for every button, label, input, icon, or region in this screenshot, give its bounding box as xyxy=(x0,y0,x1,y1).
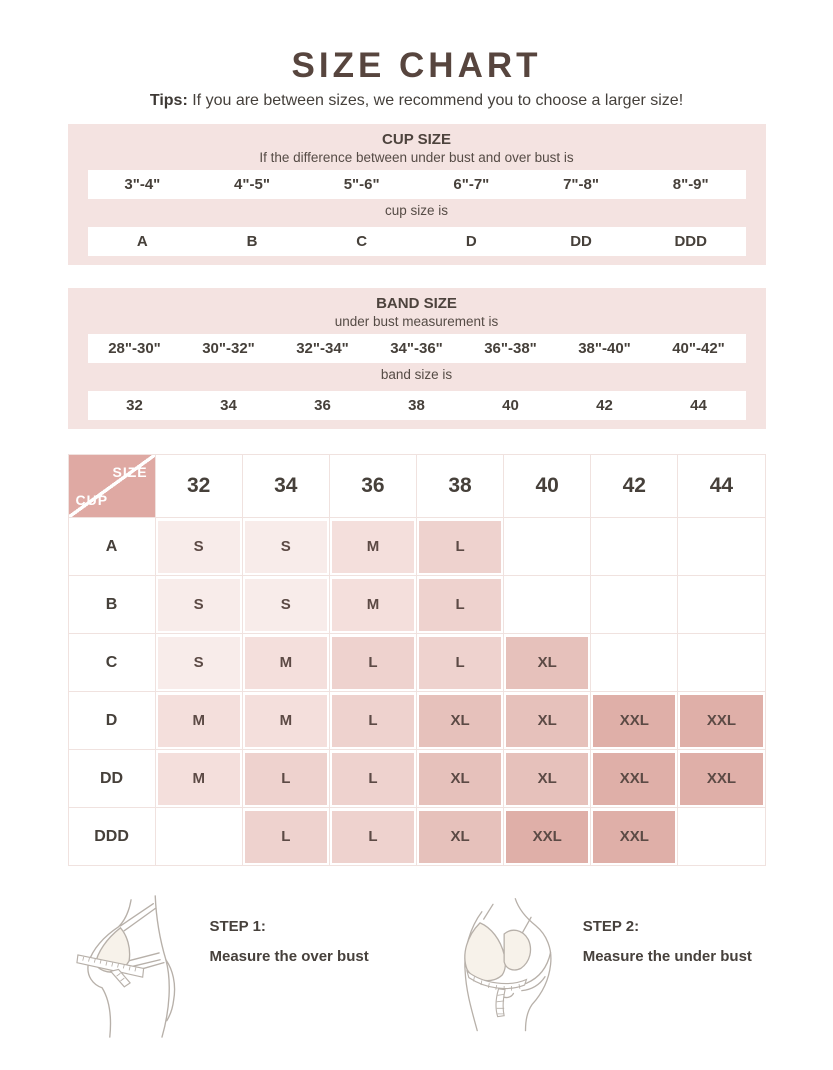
matrix-cell-value xyxy=(680,637,762,689)
band-size-value-row xyxy=(88,391,746,420)
cup-size-value: DDD xyxy=(674,233,707,250)
matrix-cell-value: S xyxy=(245,521,327,573)
matrix-row-header: DD xyxy=(68,750,155,808)
matrix-cell-value: S xyxy=(158,579,240,631)
cup-size-value: A xyxy=(136,233,148,250)
matrix-row xyxy=(68,692,765,750)
matrix-cell-value: M xyxy=(332,579,414,631)
band-size-value: 38 xyxy=(408,397,425,414)
band-size-value: 32 xyxy=(126,397,143,414)
band-size-middle-label: band size is xyxy=(380,367,453,382)
underbust-measure-illustration xyxy=(441,894,571,1039)
matrix-cell-value xyxy=(506,521,588,573)
size-matrix-table xyxy=(68,454,766,866)
matrix-cell xyxy=(242,576,329,634)
matrix-cell xyxy=(591,518,678,576)
matrix-cell xyxy=(678,634,765,692)
cup-diff-range: 4"-5" xyxy=(234,176,270,193)
matrix-cell-value: XL xyxy=(419,753,501,805)
matrix-row xyxy=(68,518,765,576)
matrix-cell-value: M xyxy=(332,521,414,573)
matrix-row-header: D xyxy=(68,692,155,750)
matrix-cell-value: L xyxy=(419,579,501,631)
matrix-cell xyxy=(504,808,591,866)
size-chart-page xyxy=(68,46,766,1039)
matrix-col-header: 32 xyxy=(155,455,242,518)
cup-diff-range: 8"-9" xyxy=(672,176,709,193)
step-2 xyxy=(441,894,752,1039)
matrix-cell xyxy=(678,692,765,750)
band-size-panel-title: BAND SIZE xyxy=(376,295,457,312)
matrix-cell-value: S xyxy=(158,521,240,573)
diagonal-divider xyxy=(69,455,155,517)
band-size-value: 40 xyxy=(502,397,519,414)
matrix-cell-value: XL xyxy=(506,637,588,689)
matrix-cell-value: XL xyxy=(506,695,588,747)
tips-text: If you are between sizes, we recommend you to choose a larger size! xyxy=(192,92,684,109)
matrix-cell-value: L xyxy=(419,637,501,689)
band-range-row xyxy=(88,334,746,363)
matrix-cell-value: L xyxy=(332,695,414,747)
matrix-cell-value xyxy=(680,521,762,573)
matrix-cell xyxy=(591,692,678,750)
band-size-value: 34 xyxy=(220,397,237,414)
matrix-cell-value: XXL xyxy=(680,753,762,805)
matrix-cell xyxy=(504,692,591,750)
matrix-cell-value xyxy=(506,579,588,631)
matrix-cell xyxy=(329,634,416,692)
matrix-col-header: 34 xyxy=(242,455,329,518)
matrix-cell xyxy=(242,750,329,808)
cup-size-panel xyxy=(68,124,766,265)
step-1-desc: Measure the over bust xyxy=(209,948,369,965)
matrix-cell-value: M xyxy=(158,695,240,747)
band-range: 30"-32" xyxy=(202,340,255,357)
matrix-row xyxy=(68,576,765,634)
matrix-cell xyxy=(329,692,416,750)
matrix-cell xyxy=(417,692,504,750)
matrix-cell xyxy=(591,808,678,866)
matrix-corner-cell xyxy=(68,455,155,518)
matrix-cell xyxy=(155,692,242,750)
cup-diff-range: 7"-8" xyxy=(563,176,599,193)
matrix-cell-value xyxy=(593,521,675,573)
cup-diff-range-row xyxy=(88,170,746,199)
cup-size-value: B xyxy=(246,233,258,250)
matrix-cell xyxy=(417,576,504,634)
matrix-cell-value: L xyxy=(245,811,327,863)
overbust-measure-illustration xyxy=(68,894,198,1039)
matrix-cell xyxy=(242,808,329,866)
matrix-cell xyxy=(417,750,504,808)
step-2-label: STEP 2: xyxy=(582,918,640,935)
matrix-row-header: DDD xyxy=(68,808,155,866)
matrix-cell-value: XL xyxy=(506,753,588,805)
matrix-cell-value: XXL xyxy=(593,695,675,747)
matrix-cell xyxy=(242,692,329,750)
matrix-row xyxy=(68,808,765,866)
matrix-cell-value: XXL xyxy=(593,811,675,863)
matrix-cell xyxy=(329,808,416,866)
matrix-cell xyxy=(678,808,765,866)
cup-size-panel-subtitle: If the difference between under bust and over bust is xyxy=(259,150,574,165)
step-2-text xyxy=(583,918,752,1039)
matrix-cell-value: M xyxy=(245,637,327,689)
matrix-cell xyxy=(678,576,765,634)
matrix-cell xyxy=(155,808,242,866)
matrix-cell xyxy=(504,750,591,808)
cup-size-value: C xyxy=(356,233,368,250)
matrix-cell-value: XXL xyxy=(506,811,588,863)
matrix-cell-value: M xyxy=(245,695,327,747)
band-range: 36"-38" xyxy=(484,340,537,357)
band-range: 28"-30" xyxy=(108,340,161,357)
matrix-cell xyxy=(678,750,765,808)
cup-size-panel-title: CUP SIZE xyxy=(382,131,451,148)
cup-diff-range: 3"-4" xyxy=(124,176,161,193)
matrix-cell xyxy=(417,808,504,866)
matrix-cell-value xyxy=(680,579,762,631)
cup-size-value: DD xyxy=(570,233,592,250)
matrix-cell xyxy=(242,634,329,692)
matrix-cell-value: M xyxy=(158,753,240,805)
band-range: 40"-42" xyxy=(672,340,725,357)
cup-size-middle-label: cup size is xyxy=(384,203,449,218)
matrix-cell-value: L xyxy=(419,521,501,573)
matrix-cell xyxy=(155,576,242,634)
corner-size-label: SIZE xyxy=(112,464,148,480)
band-size-panel-subtitle: under bust measurement is xyxy=(334,314,499,329)
matrix-row xyxy=(68,634,765,692)
matrix-col-header: 38 xyxy=(417,455,504,518)
matrix-cell xyxy=(329,576,416,634)
matrix-cell xyxy=(242,518,329,576)
band-size-panel xyxy=(68,288,766,429)
corner-cup-label: CUP xyxy=(75,492,109,508)
matrix-cell xyxy=(591,576,678,634)
page-title: SIZE CHART xyxy=(291,46,542,85)
matrix-cell-value xyxy=(680,811,762,863)
matrix-col-header: 44 xyxy=(678,455,765,518)
matrix-cell xyxy=(678,518,765,576)
matrix-cell-value: L xyxy=(332,637,414,689)
matrix-col-header: 40 xyxy=(504,455,591,518)
matrix-cell xyxy=(504,576,591,634)
matrix-cell xyxy=(417,634,504,692)
matrix-cell xyxy=(504,518,591,576)
matrix-row-header: B xyxy=(68,576,155,634)
cup-diff-range: 6"-7" xyxy=(453,176,490,193)
matrix-col-header: 36 xyxy=(329,455,416,518)
matrix-cell xyxy=(591,750,678,808)
matrix-cell-value xyxy=(158,811,240,863)
band-range: 34"-36" xyxy=(390,340,443,357)
matrix-row-header: C xyxy=(68,634,155,692)
cup-size-value: D xyxy=(465,233,477,250)
cup-diff-range: 5"-6" xyxy=(343,176,380,193)
step-2-desc: Measure the under bust xyxy=(582,948,752,965)
matrix-cell-value: S xyxy=(245,579,327,631)
matrix-cell xyxy=(329,518,416,576)
matrix-cell-value: S xyxy=(158,637,240,689)
matrix-cell-value xyxy=(593,637,675,689)
cup-size-value-row xyxy=(88,227,746,256)
matrix-cell xyxy=(417,518,504,576)
tips-line xyxy=(68,92,766,110)
step-1-text xyxy=(210,918,369,1039)
step-1-label: STEP 1: xyxy=(209,918,266,935)
band-range: 38"-40" xyxy=(578,340,631,357)
matrix-col-header: 42 xyxy=(591,455,678,518)
band-size-value: 42 xyxy=(596,397,613,414)
matrix-cell xyxy=(504,634,591,692)
matrix-cell-value: XL xyxy=(419,695,501,747)
band-size-value: 44 xyxy=(690,397,707,414)
matrix-cell-value: XXL xyxy=(593,753,675,805)
step-1 xyxy=(68,894,369,1039)
matrix-cell-value: XXL xyxy=(680,695,762,747)
matrix-cell xyxy=(155,518,242,576)
matrix-cell-value: L xyxy=(332,811,414,863)
tips-label: Tips: xyxy=(149,92,188,109)
band-range: 32"-34" xyxy=(296,340,349,357)
measurement-steps xyxy=(68,894,766,1039)
matrix-cell-value: L xyxy=(245,753,327,805)
matrix-cell-value: XL xyxy=(419,811,501,863)
matrix-cell-value: L xyxy=(332,753,414,805)
matrix-row xyxy=(68,750,765,808)
matrix-cell xyxy=(155,750,242,808)
band-size-value: 36 xyxy=(314,397,331,414)
matrix-cell xyxy=(591,634,678,692)
matrix-header-row xyxy=(68,455,765,518)
matrix-row-header: A xyxy=(68,518,155,576)
matrix-cell xyxy=(329,750,416,808)
matrix-cell-value xyxy=(593,579,675,631)
matrix-cell xyxy=(155,634,242,692)
